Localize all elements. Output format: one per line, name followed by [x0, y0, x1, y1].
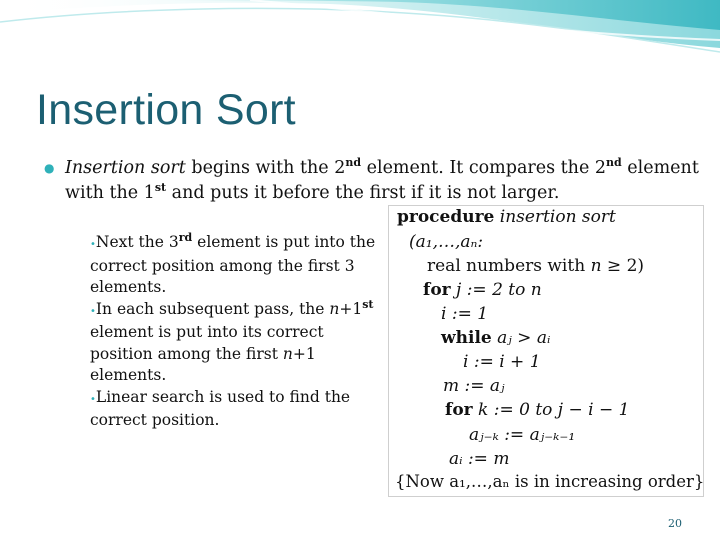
- algo-line-ai-assign: aᵢ := m: [449, 449, 510, 469]
- main-bullet-line-1: Insertion sort begins with the 2nd element. It compares the 2nd element: [65, 156, 699, 178]
- algo-line-procedure: procedure insertion sort: [397, 207, 616, 227]
- algo-line-postcondition: {Now a₁,…,aₙ is in increasing order}: [395, 472, 705, 491]
- sub-bullet-2: •In each subsequent pass, the n+1st element is put into its correct position among the first n+1 elements.: [90, 297, 374, 384]
- sub-bullet-list: [90, 232, 390, 432]
- sub-bullet-1: •Next the 3rd element is put into the correct position among the first 3 elements.: [90, 230, 376, 296]
- header-wave-banner: [0, 0, 720, 70]
- algo-line-real-numbers: real numbers with n ≥ 2): [427, 256, 645, 276]
- main-bullet-line-2: with the 1st and puts it before the first if it is not larger.: [65, 181, 560, 203]
- page-number: 20: [668, 517, 682, 530]
- algorithm-box: [388, 205, 704, 497]
- slide-title: Insertion Sort: [36, 86, 296, 134]
- sub-bullet-3: •Linear search is used to find the correct position.: [90, 387, 351, 429]
- sub-bullet-marker-icon: •: [90, 239, 96, 250]
- sub-bullet-marker-icon: •: [90, 393, 96, 405]
- algo-line-params: (a₁,…,aₙ:: [409, 232, 484, 252]
- algo-line-shift: aⱼ₋ₖ := aⱼ₋ₖ₋₁: [469, 425, 576, 445]
- algo-line-for-j: for j := 2 to n: [423, 280, 542, 300]
- algo-line-while: while aⱼ > aᵢ: [441, 328, 551, 348]
- algo-line-i-init: i := 1: [441, 304, 489, 324]
- main-bullet-text: [65, 156, 699, 206]
- algo-line-for-k: for k := 0 to j − i − 1: [445, 400, 630, 420]
- bullet-marker-icon: ●: [44, 161, 55, 175]
- sub-bullet-marker-icon: •: [90, 305, 96, 317]
- algo-line-m-assign: m := aⱼ: [443, 376, 505, 396]
- algo-line-i-increment: i := i + 1: [463, 352, 541, 372]
